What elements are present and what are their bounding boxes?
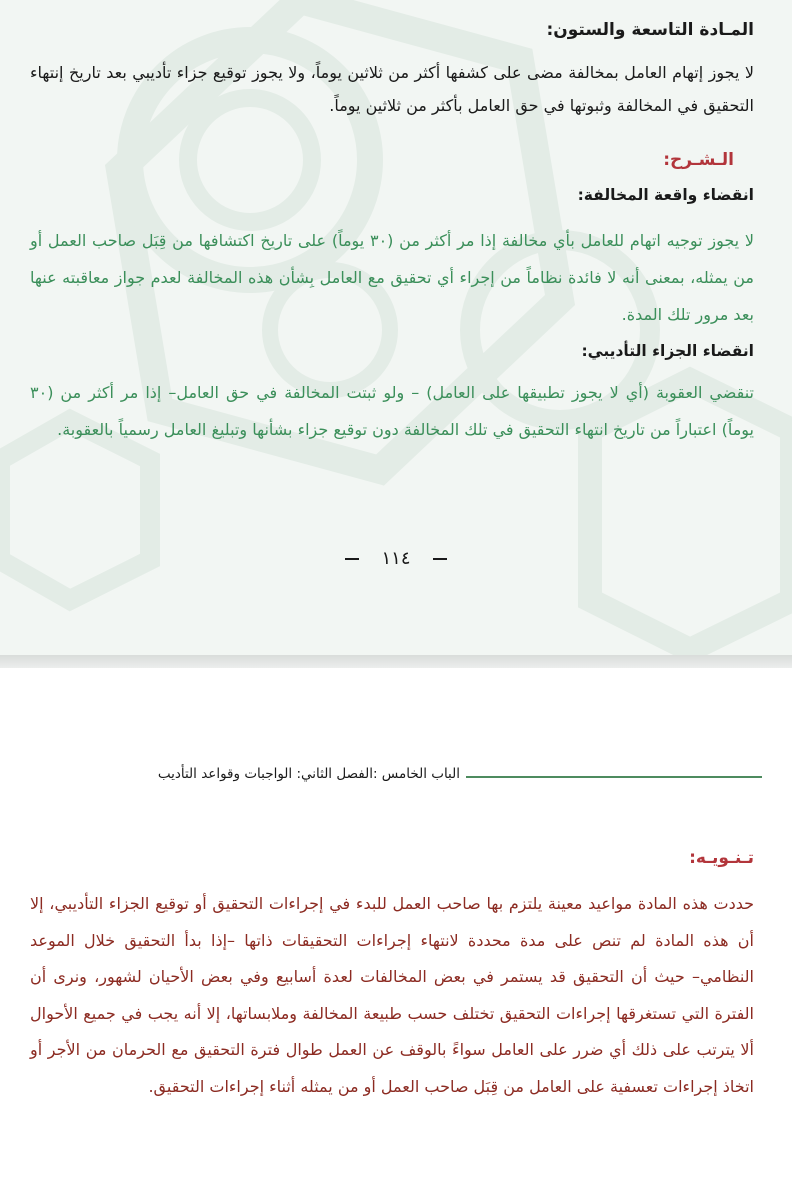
dash-left — [345, 558, 359, 560]
note-title: تـنـويـه: — [689, 848, 754, 868]
page-number-row — [0, 548, 792, 569]
article-body: لا يجوز إتهام العامل بمخالفة مضى على كشفها أكثر من ثلاثين يوماً، ولا يجوز توقيع جزاء تأديبي بعد تاريخ إنتهاء التحقيق في المخالفة وثبوتها في حق العامل بأكثر من ثلاثين يوماً. — [30, 63, 754, 115]
note-body: حددت هذه المادة مواعيد معينة يلتزم بها صاحب العمل للبدء في إجراءات التحقيق أو توقيع الجزاء التأديبي، إلا أن هذه المادة لم تنص على مدة محددة لانتهاء إجراءات التحقيقات ذاتها –إذا بدأ التحقيق خلال الموعد النظامي– حيث أن التحقيق قد يستمر في بعض المخالفات لعدة أسابيع وفي بعض الأحيان لشهور، ونرى أن الفترة التي تستغرقها إجراءات التحقيق تختلف حسب طبيعة المخالفة وملابساتها، إلا أنه يجب في جميع الأحوال ألا يترتب على ذلك أي ضرر على العامل سواءً بالوقف عن العمل طوال فترة التحقيق مع الحرمان من الأجر أو اتخاذ إجراءات تعسفية على العامل من قِبَل صاحب العمل أو من يمثله أثناء إجراءات التحقيق. — [30, 894, 754, 1096]
chapter-header: الباب الخامس :الفصل الثاني: الواجبات وقواعد التأديب — [157, 766, 460, 782]
dash-right — [433, 558, 447, 560]
lower-page — [0, 668, 792, 1200]
page-separator — [0, 655, 792, 668]
section1-title: انقضاء واقعة المخالفة: — [577, 186, 754, 204]
section2-body: تنقضي العقوبة (أي لا يجوز تطبيقها على العامل) – ولو ثبتت المخالفة في حق العامل– إذا مر أكثر من (٣٠ يوماً) اعتباراً من تاريخ انتهاء التحقيق في تلك المخالفة دون توقيع جزاء بشأنها وتبليغ العامل رسمياً بالعقوبة. — [30, 383, 754, 439]
section2-title: انقضاء الجزاء التأديبي: — [581, 342, 754, 360]
page-number: ١١٤ — [381, 548, 411, 569]
explanation-title: الـشـرح: — [663, 150, 734, 170]
section1-body: لا يجوز توجيه اتهام للعامل بأي مخالفة إذا مر أكثر من (٣٠ يوماً) على تاريخ اكتشافها من قِبَل صاحب العمل أو من يمثله، بمعنى أنه لا فائدة نظاماً من إجراء أي تحقيق مع العامل بِشأن هذه المخالفة لعدم جواز معاقبته عنها بعد مرور تلك المدة. — [30, 231, 754, 324]
chapter-header-rule — [466, 776, 762, 778]
article-title: المـادة التاسعة والستون: — [546, 20, 754, 40]
